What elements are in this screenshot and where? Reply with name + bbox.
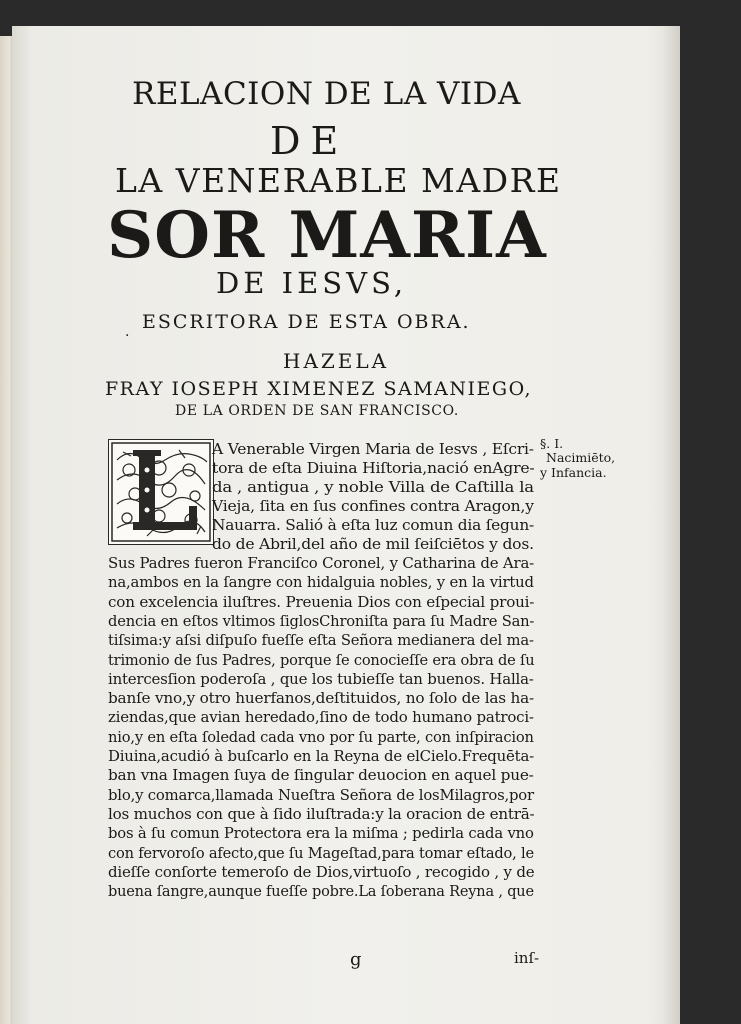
body-line: na,ambos en la ſangre con hidalguia nobles, y en la virtud (108, 573, 534, 592)
body-line: do de Abril,del año de mil ſeiſciētos y dos. (212, 535, 534, 553)
body-line: Diuina,acudió à buſcarlo en la Reyna de elCielo.Frequēta- (108, 747, 534, 765)
body-line: ziendas,que avian heredado,ſino de todo humano patroci- (108, 708, 534, 727)
body-line: da , antigua , y noble Villa de Caſtilla la (212, 478, 534, 496)
margin-note-line-1: Nacimiēto, (546, 450, 616, 465)
body-line: ban vna Imagen ſuya de ſingular deuocion en aquel pue- (108, 766, 534, 785)
body-line: bos à ſu comun Protectora era la miſma ; pedirla cada vno (108, 824, 534, 843)
body-line: intercesſion poderoſa , que los tubieſſe tan buenos. Halla- (108, 669, 534, 688)
heading-line-1: RELACION DE LA VIDA (132, 76, 521, 112)
page-number: g (350, 949, 362, 970)
body-line: tiſsima:y aſsi diſpuſo fueſſe eſta Señora medianera del ma- (108, 631, 534, 650)
heading-line-5: DE IESVS, (216, 266, 408, 300)
body-line: tora de eſta Diuina Hiſtoria,nació enAgre- (212, 459, 535, 477)
margin-note-section: §. I. (540, 436, 564, 451)
page-shadow (662, 26, 680, 1024)
heading-line-7: HAZELA (283, 349, 390, 373)
body-line: con excelencia iluſtres. Preuenia Dios con eſpecial proui- (108, 592, 535, 611)
body-line: los muchos con que à ſido iluſtrada:y la oracion de entrā- (108, 804, 535, 823)
body-line: Nauarra. Salió à eſta luz comun dia ſegun- (212, 516, 534, 534)
body-line: Sus Padres fueron Franciſco Coronel, y Catharina de Ara- (108, 554, 535, 572)
book-page (12, 26, 680, 1024)
order-line: DE LA ORDEN DE SAN FRANCISCO. (175, 403, 459, 419)
author-line: FRAY IOSEPH XIMENEZ SAMANIEGO, (105, 378, 533, 400)
body-line: buena ſangre,aunque fueſſe pobre.La ſoberana Reyna , que (108, 882, 534, 901)
body-line: blo,y comarca,llamada Nueſtra Señora de losMilagros,por (108, 785, 534, 804)
body-line: dencia en eſtos vltimos ſiglosChroniſta para ſu Madre San- (108, 611, 535, 630)
body-line: Vieja, ſita en ſus confines contra Aragon,y (212, 497, 534, 515)
ornament-dot: · (125, 328, 130, 344)
body-line: trimonio de ſus Padres, porque ſe conocieſſe era obra de ſu (108, 650, 535, 669)
heading-line-3: LA VENERABLE MADRE (115, 161, 562, 200)
body-line: banſe vno,y otro huerfanos,deſtituidos, no ſolo de las ha- (108, 689, 534, 708)
margin-note-line-2: y Infancia. (540, 465, 607, 480)
heading-line-2: DE (270, 119, 349, 163)
body-line: dieſſe conſorte temeroſo de Dios,virtuoſo , recogido , y de (108, 862, 535, 881)
heading-name: SOR MARIA (107, 198, 547, 273)
ornamental-initial-l-icon (108, 439, 214, 545)
body-line: A Venerable Virgen Maria de Iesvs , Eſcri- (212, 440, 534, 458)
body-line: nio,y en eſta ſoledad cada vno por ſu parte, con inſpiracion (108, 727, 534, 746)
heading-line-6: ESCRITORA DE ESTA OBRA. (142, 311, 471, 333)
catchword: inſ- (514, 949, 540, 967)
body-line: con fervoroſo afecto,que ſu Mageſtad,para tomar eſtado, le (108, 843, 534, 862)
